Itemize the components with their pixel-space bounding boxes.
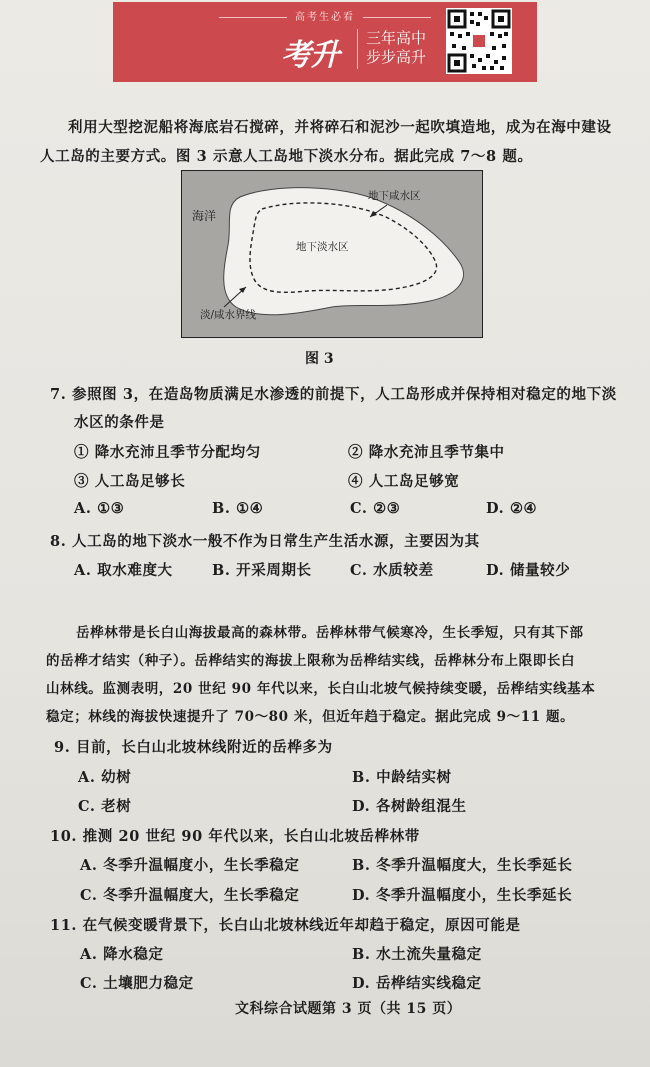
q8-option-a: A. 取水难度大	[74, 562, 173, 579]
q7-item-2: ② 降水充沛且季节集中	[348, 444, 505, 461]
intro2-line3: 山林线。监测表明，20 世纪 90 年代以来，长白山北坡气候持续变暖，岳桦结实线基本	[46, 681, 596, 697]
q10-option-d: D. 冬季升温幅度小，生长季延长	[352, 887, 573, 904]
q7-option-a: A. ①③	[74, 500, 125, 517]
q11-option-a: A. 降水稳定	[80, 946, 164, 963]
figure-3-map	[181, 170, 483, 338]
q7-stem-line1: 7. 参照图 3，在造岛物质满足水渗透的前提下，人工岛形成并保持相对稳定的地下淡	[50, 386, 617, 403]
label-ocean: 海洋	[192, 209, 217, 223]
q9-stem: 9. 目前，长白山北坡林线附近的岳桦多为	[54, 739, 333, 756]
intro2-line1: 岳桦林带是长白山海拔最高的森林带。岳桦林带气候寒冷，生长季短，只有其下部	[76, 625, 584, 641]
q9-option-c: C. 老树	[78, 798, 132, 815]
q7-item-3: ③ 人工岛足够长	[74, 473, 186, 490]
label-boundary: 淡/咸水界线	[200, 309, 257, 321]
q8-option-b: B. 开采周期长	[212, 562, 312, 579]
q11-option-b: B. 水土流失量稳定	[352, 946, 482, 963]
q11-option-c: C. 土壤肥力稳定	[80, 975, 194, 992]
banner-slogan	[357, 29, 444, 69]
figure-caption: 图 3	[305, 351, 334, 367]
q9-option-b: B. 中龄结实树	[352, 769, 452, 786]
intro1-line2: 人工岛的主要方式。图 3 示意人工岛地下淡水分布。据此完成 7～8 题。	[40, 148, 533, 165]
banner-logo: 考升	[281, 38, 339, 73]
banner-slogan-line1: 三年高中	[366, 29, 427, 47]
q7-item-1: ① 降水充沛且季节分配均匀	[74, 444, 261, 461]
qr-code-icon	[446, 8, 512, 74]
intro2-line2: 的岳桦才结实（种子）。岳桦结实的海拔上限称为岳桦结实线，岳桦林分布上限即长白	[46, 653, 576, 669]
q8-stem: 8. 人工岛的地下淡水一般不作为日常生产生活水源，主要因为其	[50, 533, 480, 550]
q9-option-d: D. 各树龄组混生	[352, 798, 467, 815]
q7-option-b: B. ①④	[212, 500, 264, 517]
banner	[113, 2, 537, 82]
label-freshwater-zone: 地下淡水区	[296, 241, 349, 253]
q11-option-d: D. 岳桦结实线稳定	[352, 975, 482, 992]
q9-option-a: A. 幼树	[78, 769, 132, 786]
label-saline-zone: 地下咸水区	[368, 190, 421, 202]
q7-option-c: C. ②③	[350, 500, 401, 517]
qr-center-badge	[473, 35, 485, 47]
q10-option-a: A. 冬季升温幅度小，生长季稳定	[80, 857, 300, 874]
q10-option-b: B. 冬季升温幅度大，生长季延长	[352, 857, 573, 874]
q8-option-c: C. 水质较差	[350, 562, 434, 579]
q7-item-4: ④ 人工岛足够宽	[348, 473, 460, 490]
q7-stem-line2: 水区的条件是	[74, 414, 165, 431]
intro2-line4: 稳定；林线的海拔快速提升了 70～80 米，但近年趋于稳定。据此完成 9～11 题。	[46, 709, 575, 725]
q10-option-c: C. 冬季升温幅度大，生长季稳定	[80, 887, 300, 904]
q10-stem: 10. 推测 20 世纪 90 年代以来，长白山北坡岳桦林带	[50, 828, 420, 845]
banner-tagline: 高考生必看	[113, 8, 537, 23]
q11-stem: 11. 在气候变暖背景下，长白山北坡林线近年却趋于稳定，原因可能是	[50, 917, 521, 934]
q8-option-d: D. 储量较少	[486, 562, 571, 579]
banner-slogan-line2: 步步高升	[366, 48, 427, 66]
q7-option-d: D. ②④	[486, 500, 538, 517]
page-footer: 文科综合试题第 3 页（共 15 页）	[235, 1001, 462, 1017]
intro1-line1: 利用大型挖泥船将海底岩石搅碎，并将碎石和泥沙一起吹填造地，成为在海中建设	[68, 119, 612, 136]
